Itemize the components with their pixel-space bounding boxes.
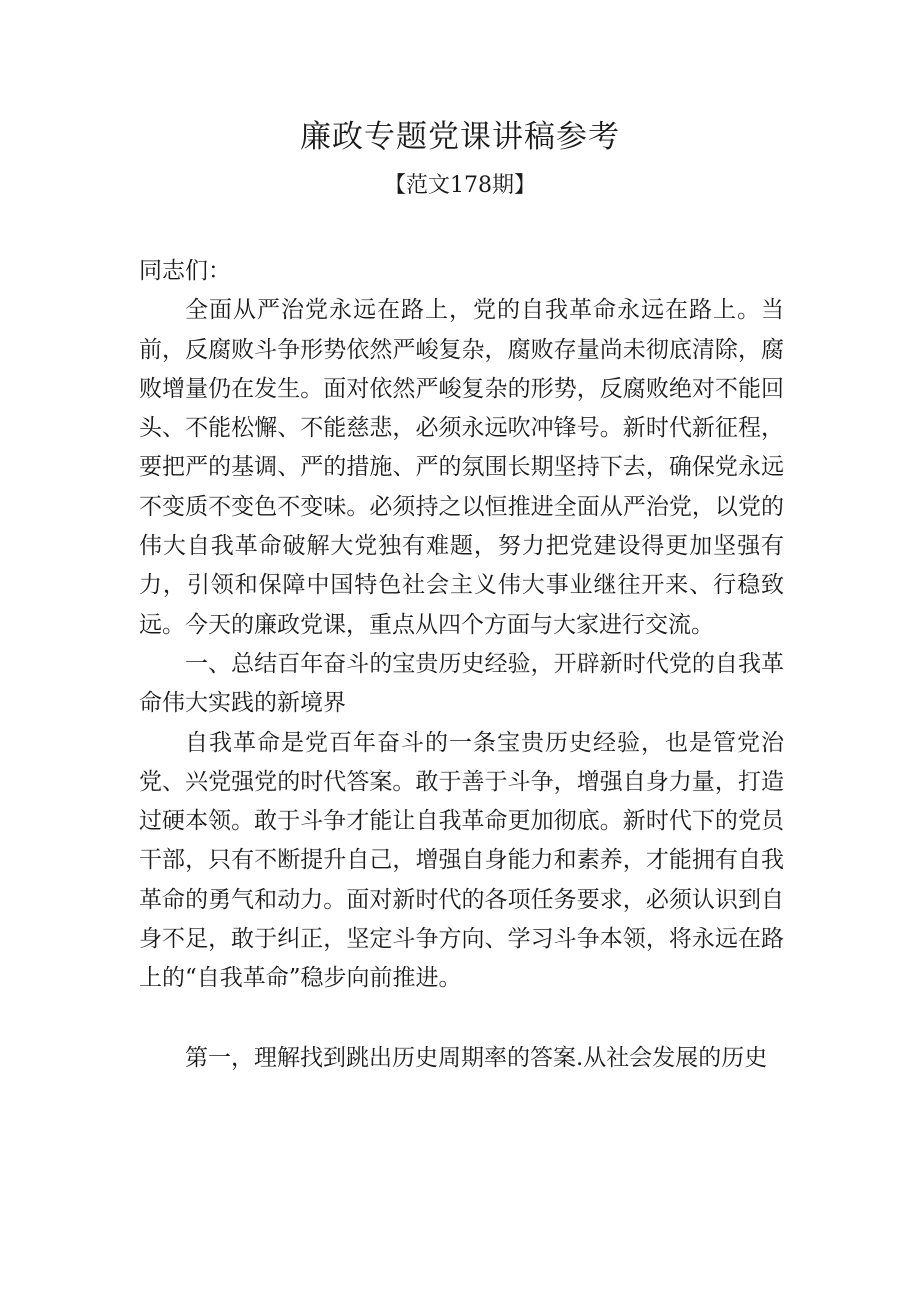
- document-body: [139, 252, 784, 1078]
- paragraph-first-point: 第一，理解找到跳出历史周期率的答案.从社会发展的历史: [185, 1044, 768, 1071]
- document-title: 廉政专题党课讲稿参考: [300, 119, 620, 155]
- greeting: 同志们：: [139, 258, 231, 284]
- paragraph-intro: 全面从严治党永远在路上，党的自我革命永远在路上。当前，反腐败斗争形势依然严峻复杂，腐败存量尚未彻底清除，腐败增量仍在发生。面对依然严峻复杂的形势，反腐败绝对不能回头、不能松懈、不能慈悲，必须永远吹冲锋号。新时代新征程，要把严的基调、严的措施、严的氛围长期坚持下去，确保党永远不变质不变色不变味。必须持之以恒推进全面从严治党，以党的伟大自我革命破解大党独有难题，努力把党建设得更加坚强有力，引领和保障中国特色社会主义伟大事业继往开来、行稳致远。今天的廉政党课，重点从四个方面与大家进行交流。: [139, 297, 784, 638]
- section-heading-1: 一、总结百年奋斗的宝贵历史经验，开辟新时代党的自我革命伟大实践的新境界: [139, 650, 784, 717]
- document-subtitle: 【范文178期】: [384, 173, 536, 198]
- paragraph-self-revolution: 自我革命是党百年奋斗的一条宝贵历史经验，也是管党治党、兴党强党的时代答案。敢于善于斗争，增强自身力量，打造过硬本领。敢于斗争才能让自我革命更加彻底。新时代下的党员干部，只有不断提升自己，增强自身能力和素养，才能拥有自我革命的勇气和动力。面对新时代的各项任务要求，必须认识到自身不足，敢于纠正，坚定斗争方向、学习斗争本领，将永远在路上的“自我革命”稳步向前推进。: [139, 729, 784, 992]
